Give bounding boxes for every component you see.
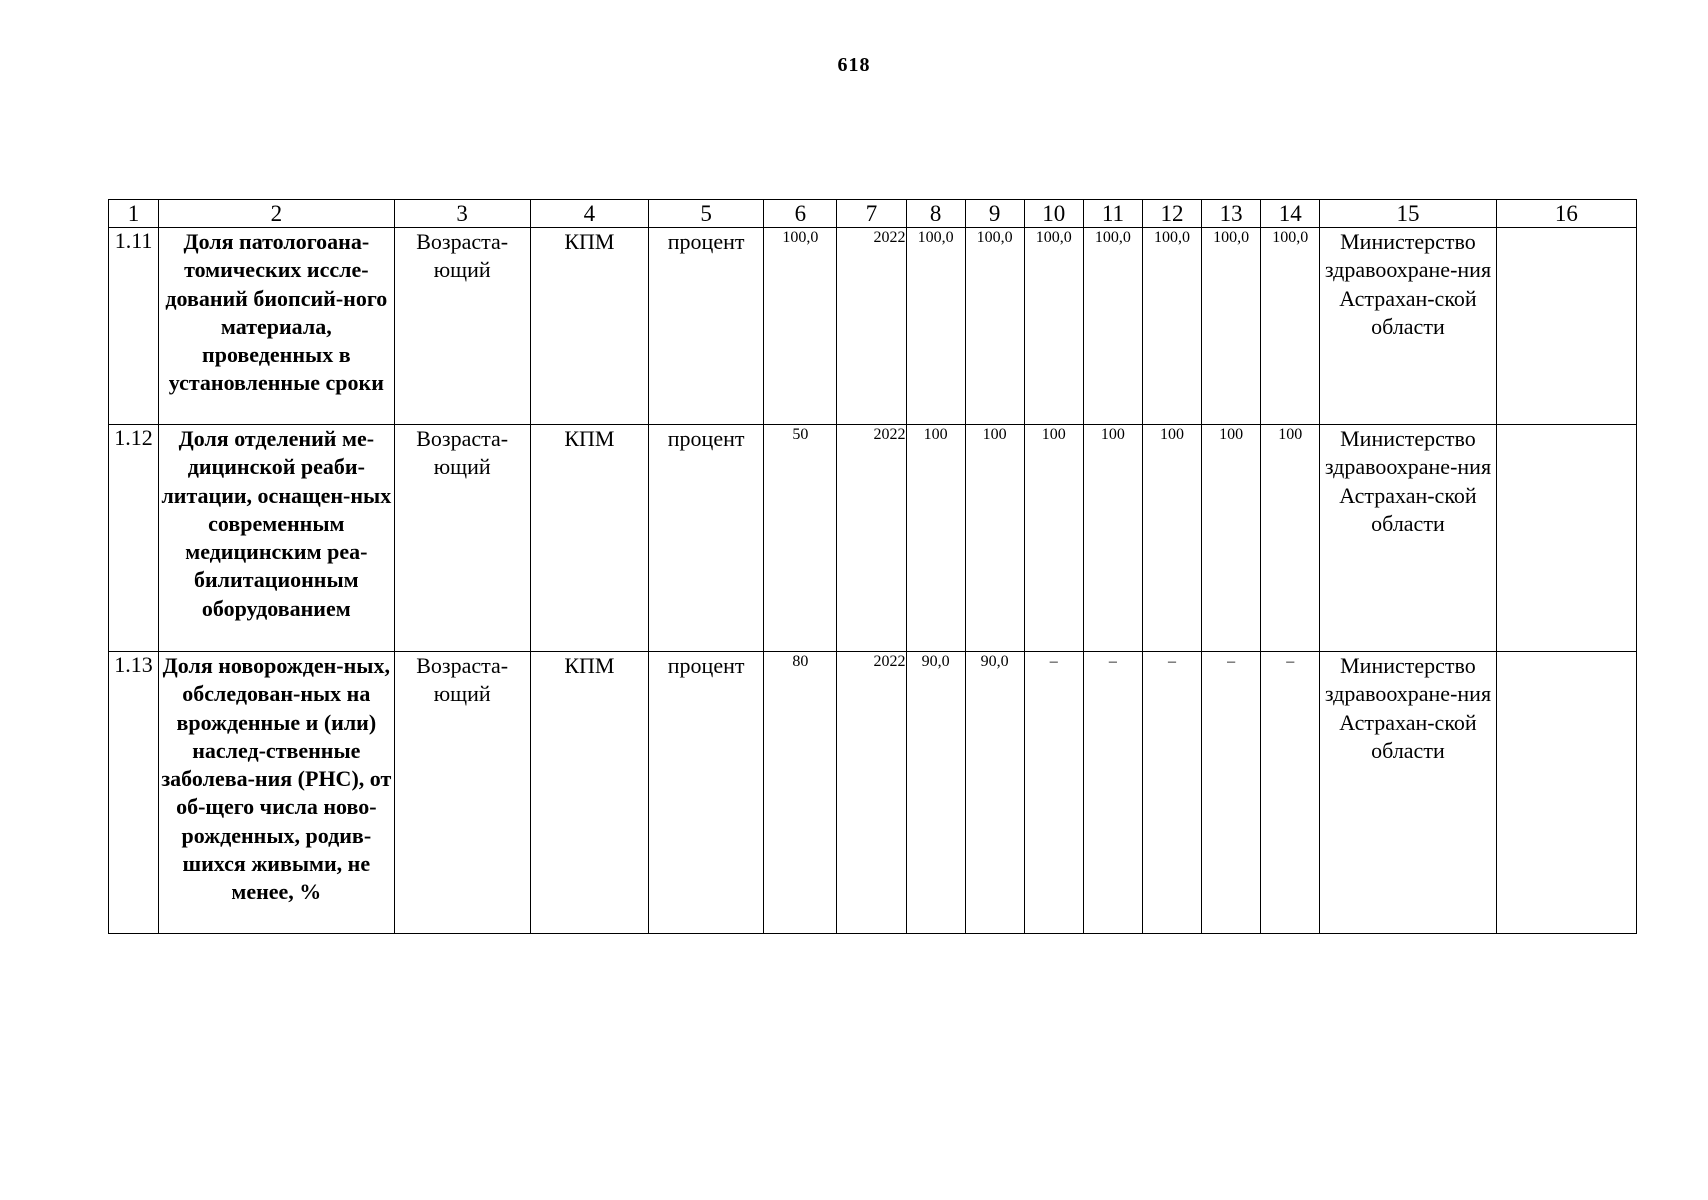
target-value-dash: – (1024, 652, 1083, 934)
target-value: 100,0 (1261, 228, 1320, 425)
target-value: 100,0 (1024, 228, 1083, 425)
row-number: 1.11 (109, 228, 159, 425)
target-value: 100,0 (1083, 228, 1142, 425)
indicator-unit: процент (649, 652, 764, 934)
target-value-dash: – (1083, 652, 1142, 934)
column-header: 6 (764, 200, 837, 228)
indicator-direction: Возраста-ющий (394, 425, 530, 652)
target-value: 100,0 (965, 228, 1024, 425)
row-number: 1.13 (109, 652, 159, 934)
column-header: 8 (906, 200, 965, 228)
indicators-table (108, 199, 1637, 934)
responsible-body: Министерство здравоохране-ния Астрахан-ской области (1320, 425, 1496, 652)
column-header: 13 (1202, 200, 1261, 228)
target-value: 100 (906, 425, 965, 652)
row-number: 1.12 (109, 425, 159, 652)
indicator-name: Доля отделений ме-дицинской реаби-литации, оснащен-ных современным медицинским реа-билитационным оборудованием (159, 425, 394, 652)
target-value: 90,0 (906, 652, 965, 934)
indicator-source: КПМ (530, 425, 648, 652)
table-row (109, 652, 1637, 934)
target-value-dash: – (1261, 652, 1320, 934)
target-value: 100 (1083, 425, 1142, 652)
indicator-source: КПМ (530, 652, 648, 934)
target-value: 100 (1261, 425, 1320, 652)
target-value: 100 (965, 425, 1024, 652)
column-header: 12 (1142, 200, 1201, 228)
target-value: 90,0 (965, 652, 1024, 934)
base-year: 2022 (837, 425, 906, 652)
column-header: 14 (1261, 200, 1320, 228)
column-header: 5 (649, 200, 764, 228)
table-header-row (109, 200, 1637, 228)
column-header: 1 (109, 200, 159, 228)
indicator-direction: Возраста-ющий (394, 228, 530, 425)
column-header: 7 (837, 200, 906, 228)
base-value: 80 (764, 652, 837, 934)
column-header: 3 (394, 200, 530, 228)
target-value: 100,0 (906, 228, 965, 425)
table-row (109, 228, 1637, 425)
empty-cell (1496, 228, 1636, 425)
base-value: 100,0 (764, 228, 837, 425)
responsible-body: Министерство здравоохране-ния Астрахан-ской области (1320, 652, 1496, 934)
column-header: 11 (1083, 200, 1142, 228)
column-header: 4 (530, 200, 648, 228)
indicator-direction: Возраста-ющий (394, 652, 530, 934)
target-value: 100,0 (1142, 228, 1201, 425)
base-year: 2022 (837, 652, 906, 934)
indicator-name: Доля новорожден-ных, обследован-ных на врожденные и (или) наслед-ственные заболева-ния (РНС), от об-щего числа ново-рожденных, родив-шихся живыми, не менее, % (159, 652, 394, 934)
table-row (109, 425, 1637, 652)
target-value: 100 (1142, 425, 1201, 652)
empty-cell (1496, 652, 1636, 934)
column-header: 9 (965, 200, 1024, 228)
responsible-body: Министерство здравоохране-ния Астрахан-ской области (1320, 228, 1496, 425)
indicator-source: КПМ (530, 228, 648, 425)
page-number: 618 (837, 54, 871, 76)
target-value-dash: – (1202, 652, 1261, 934)
base-value: 50 (764, 425, 837, 652)
indicator-name: Доля патологоана-томических иссле-дований биопсий-ного материала, проведенных в установленные сроки (159, 228, 394, 425)
column-header: 15 (1320, 200, 1496, 228)
column-header: 16 (1496, 200, 1636, 228)
target-value: 100,0 (1202, 228, 1261, 425)
column-header: 10 (1024, 200, 1083, 228)
target-value: 100 (1024, 425, 1083, 652)
indicator-unit: процент (649, 228, 764, 425)
target-value: 100 (1202, 425, 1261, 652)
base-year: 2022 (837, 228, 906, 425)
column-header: 2 (159, 200, 394, 228)
target-value-dash: – (1142, 652, 1201, 934)
indicator-unit: процент (649, 425, 764, 652)
empty-cell (1496, 425, 1636, 652)
